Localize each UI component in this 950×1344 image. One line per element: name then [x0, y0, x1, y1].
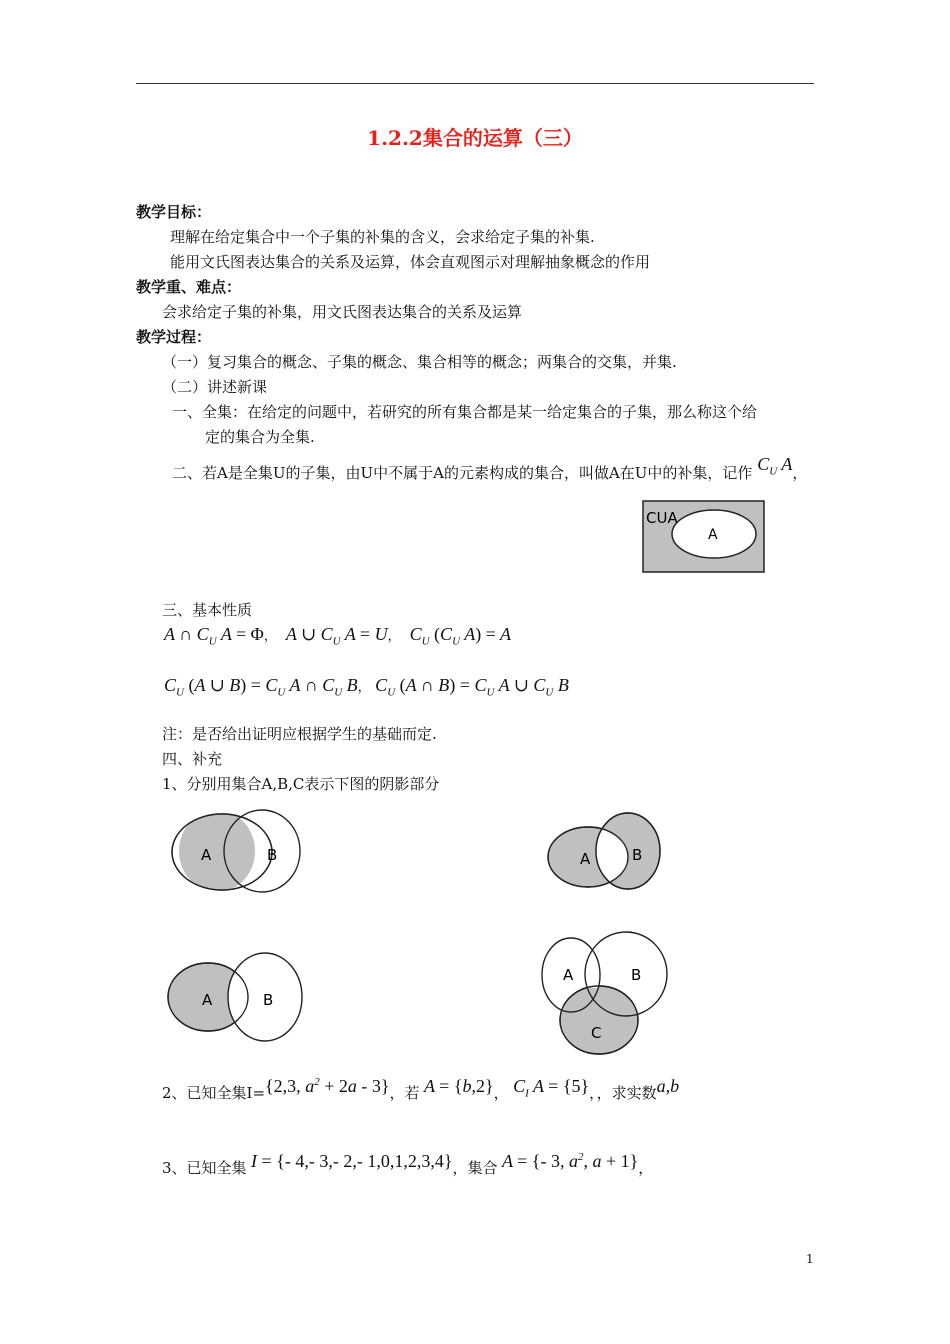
venn1-label-a: A: [201, 846, 212, 864]
complement-corner-label: CUA: [646, 509, 678, 527]
key-points-line-1: 会求给定子集的补集，用文氏图表达集合的关系及运算: [162, 303, 523, 321]
venn-diagram-intersection: [155, 800, 310, 900]
venn-diagram-symmetric-difference: [540, 808, 680, 900]
goals-heading: 教学目标：: [136, 203, 212, 221]
venn4-label-c: C: [591, 1024, 602, 1042]
goals-line-1: 理解在给定集合中一个子集的补集的含义，会求给定子集的补集.: [170, 228, 595, 246]
new-lesson-line: （二）讲述新课: [162, 378, 268, 396]
process-heading: 教学过程：: [136, 328, 212, 346]
venn-diagram-three-sets: [525, 922, 685, 1062]
venn2-label-b: B: [632, 846, 643, 864]
question-2: 2、已知全集I={2,3, $a^2 + 2a - 3$}，若 A = {b,2}， $C_I$ A = {5}，，求实数a,b: [162, 1076, 680, 1102]
page-title: 1.2.2集合的运算（三）: [367, 126, 583, 150]
venn-diagram-difference: [155, 945, 330, 1065]
property-formulas-line-1: A ∩ $C_U$ A = Φ， A ∪ $C_U$ A = U， $C_U$ ($C_U$ A) = A: [164, 624, 512, 648]
question-1: 1、分别用集合A,B,C表示下图的阴影部分: [162, 775, 440, 793]
note-line: 注：是否给出证明应根据学生的基础而定.: [162, 725, 437, 743]
question-3: 3、已知全集 I = {- 4,- 3,- 2,- 1,0,1,2,3,4}，集合 A = {- 3, $a^2$, a + 1}，: [162, 1151, 654, 1177]
complement-definition: 二、若A是全集U的子集，由U中不属于A的元素构成的集合，叫做A在U中的补集，记作 $C_U$ A，: [172, 454, 808, 482]
supplement-heading: 四、补充: [162, 750, 223, 768]
universal-set-line-1: 一、全集：在给定的问题中，若研究的所有集合都是某一给定集合的子集，那么称这个给: [172, 403, 758, 421]
venn3-label-a: A: [202, 991, 213, 1009]
venn4-label-b: B: [631, 966, 642, 984]
header-rule: [136, 83, 814, 84]
venn3-label-b: B: [263, 991, 274, 1009]
review-line: （一）复习集合的概念、子集的概念、集合相等的概念；两集合的交集，并集.: [162, 353, 677, 371]
page-number: 1: [806, 1252, 814, 1266]
properties-heading: 三、基本性质: [162, 601, 253, 619]
venn2-label-a: A: [580, 850, 591, 868]
complement-inner-label: A: [708, 527, 718, 543]
key-points-heading: 教学重、难点：: [136, 278, 242, 296]
goals-line-2: 能用文氏图表达集合的关系及运算，体会直观图示对理解抽象概念的作用: [170, 253, 651, 271]
complement-diagram: [642, 500, 766, 574]
venn1-label-b: B: [267, 846, 278, 864]
property-formulas-line-2: $C_U$ (A ∪ $B) = C_U$ A ∩ $C_U$ B， $C_U$ (A ∩ $B) = C_U$ A ∪ $C_U$ B: [164, 675, 569, 699]
universal-set-line-2: 定的集合为全集.: [205, 428, 315, 446]
venn4-label-a: A: [563, 966, 574, 984]
